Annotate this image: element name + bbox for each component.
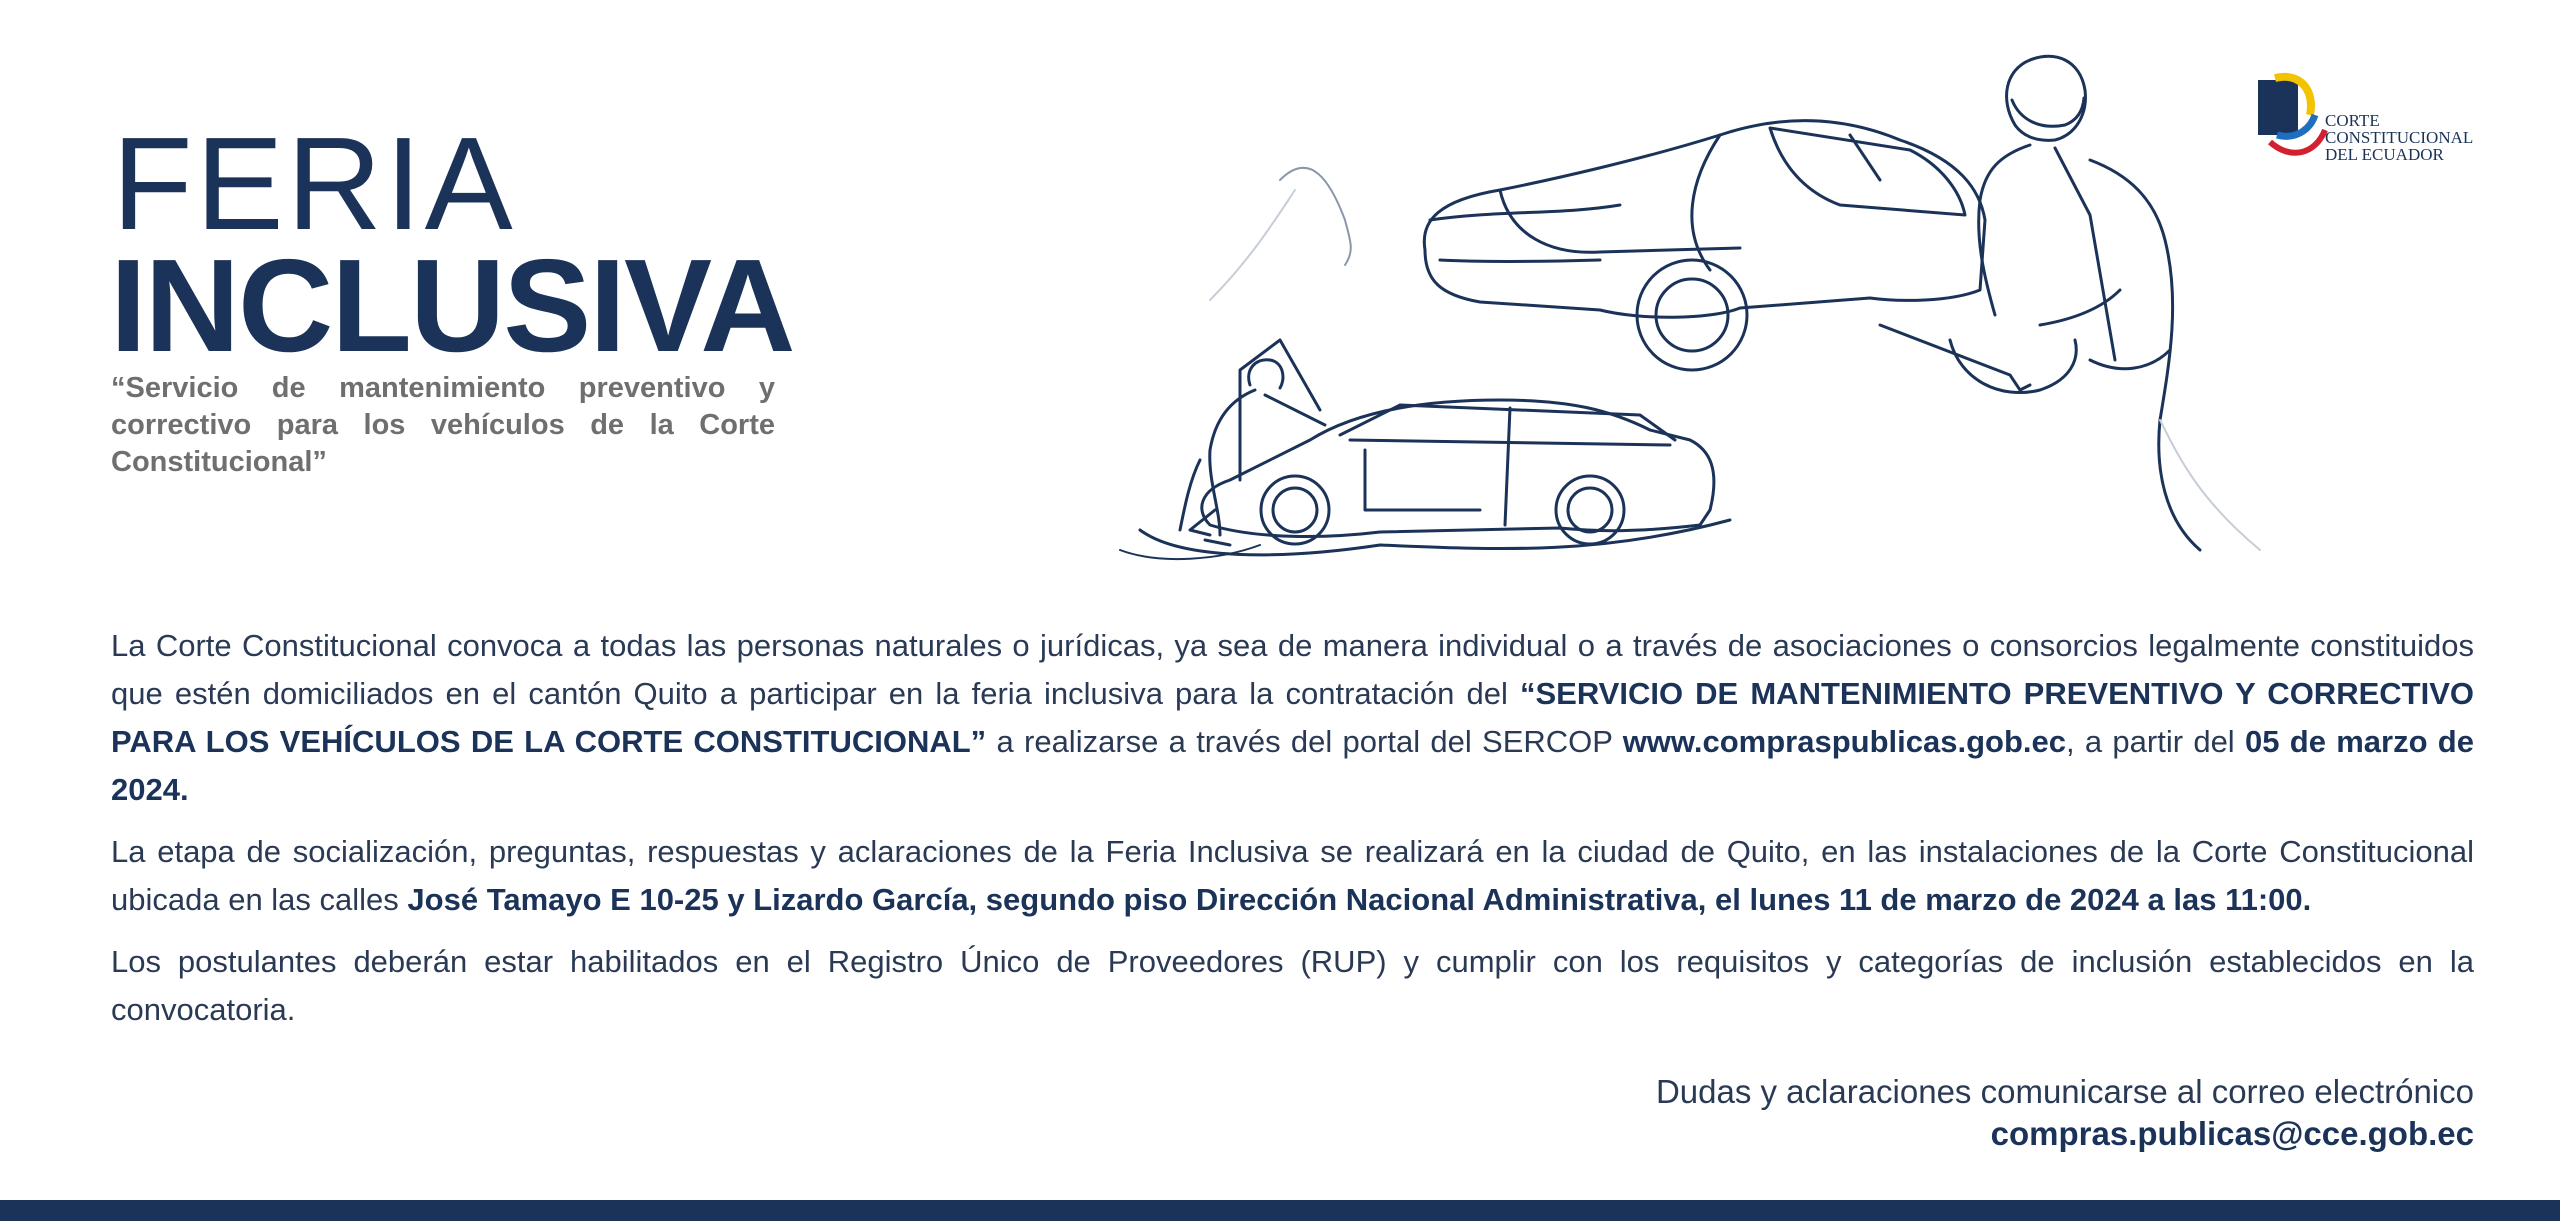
announcement-body [111,622,2474,1048]
contact-email[interactable]: compras.publicas@cce.gob.ec [1990,1115,2474,1152]
title-inclusiva: INCLUSIVA [110,232,794,379]
subtitle: “Servicio de mantenimiento preventivo y correctivo para los vehículos de la Corte Constitucional” [111,372,775,478]
p1-text-a: La Corte Constitucional convoca a todas las personas naturales o jurídicas, ya sea de manera individual o a través de asociaciones o consorcios legalmente constituidos que estén domiciliados en el cantón Quito a participar en la feria inclusiva para la contratación del [111,628,2474,711]
contact-block [1656,1071,2474,1155]
contact-label: Dudas y aclaraciones comunicarse al correo electrónico [1655,1073,2474,1110]
p2-text-a: La etapa de socialización, preguntas, respuestas y aclaraciones de la Feria Inclusiva se realizará en la ciudad de Quito, en las instalaciones de la Corte Constitucional ubicada en las calles [111,834,2474,917]
logo-line-3: DEL ECUADOR [2325,145,2444,164]
paragraph-requisitos: Los postulantes deberán estar habilitados en el Registro Único de Proveedores (RUP) y cumplir con los requisitos y categorías de inclusión establecidos en la convocatoria. [111,944,2474,1027]
logo-text [2325,112,2473,163]
footer-bar [0,1200,2560,1221]
mechanic-cars-illustration [1080,40,2380,580]
p1-text-c: a realizarse a través del portal del SERCOP [986,724,1623,759]
logo-line-2: CONSTITUCIONAL [2325,128,2474,147]
start-date: 05 de marzo de 2024. [111,724,2474,807]
portal-link[interactable]: www.compraspublicas.gob.ec [1622,724,2066,759]
title-feria: FERIA [112,110,516,257]
paragraph-socializacion [111,828,2474,924]
service-name: “SERVICIO DE MANTENIMIENTO PREVENTIVO Y CORRECTIVO PARA LOS VEHÍCULOS DE LA CORTE CONSTITUCIONAL” [111,676,2474,759]
logo-line-1: CORTE [2325,111,2380,130]
p1-text-e: , a partir del [2065,724,2245,759]
meeting-details: José Tamayo E 10-25 y Lizardo García, segundo piso Dirección Nacional Administrativa, el lunes 11 de marzo de 2024 a las 11:00. [407,882,2312,917]
paragraph-convocatoria [111,622,2474,814]
